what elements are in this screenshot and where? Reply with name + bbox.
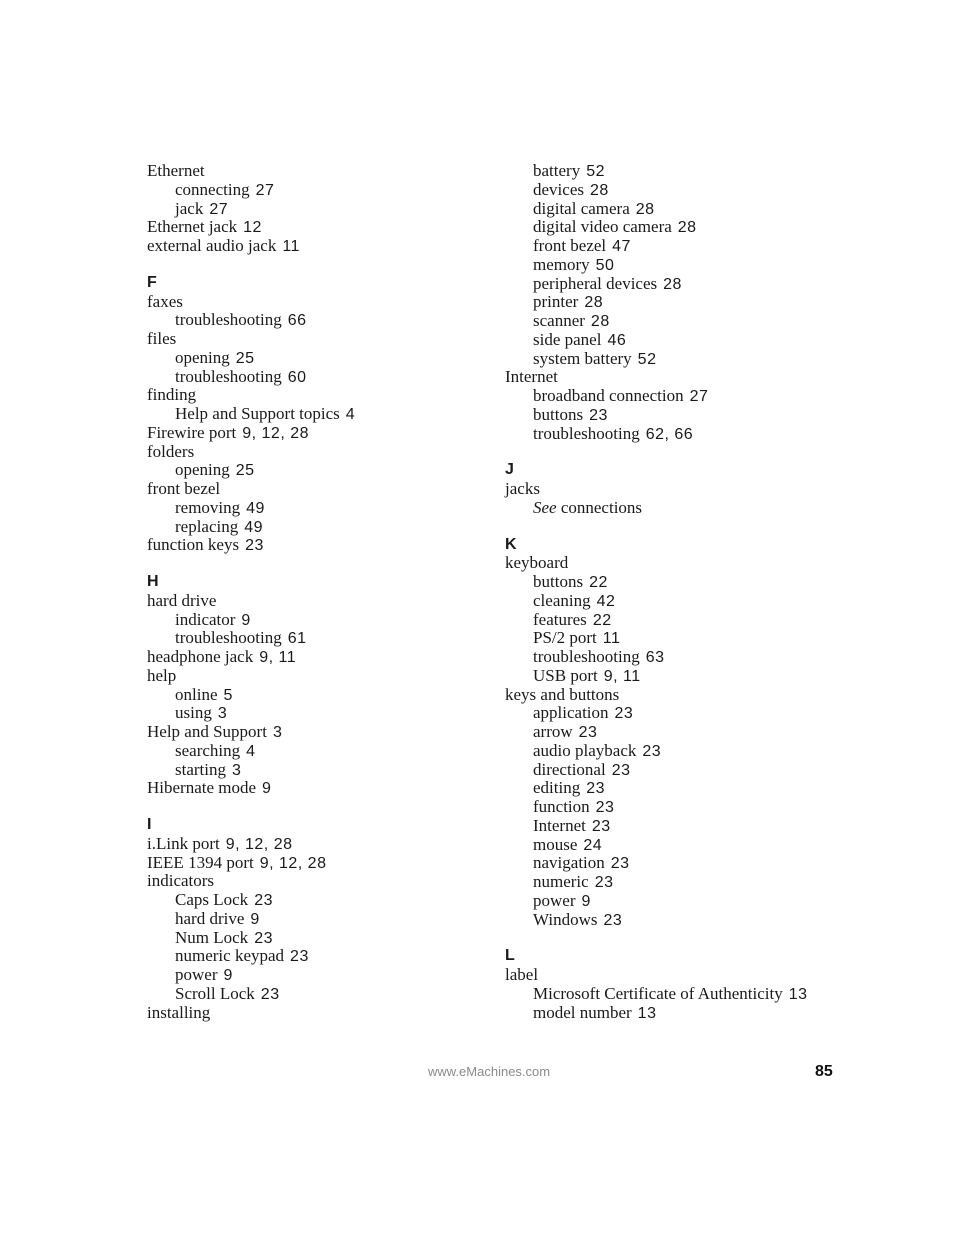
index-term: broadband connection [533,386,684,405]
index-page-refs: 52 [586,163,605,180]
page-number: 85 [815,1063,833,1080]
index-entry [147,293,487,312]
index-letter-heading: J [505,461,514,479]
index-page-refs: 47 [612,238,631,255]
index-subentry [147,405,487,424]
index-term: IEEE 1394 port [147,852,254,872]
index-page-refs: 28 [677,219,697,237]
index-term: online [175,684,218,704]
index-page-refs: 23 [610,855,630,873]
index-term: navigation [533,853,605,873]
index-page-refs: 60 [287,368,307,386]
index-subentry [505,499,845,518]
index-term: troubleshooting [533,647,640,666]
index-page-refs: 50 [595,256,615,274]
see-reference-label: See [533,497,557,517]
index-page-refs: 9, 12, 28 [259,854,327,872]
index-subentry [505,425,845,444]
index-subentry [147,966,487,985]
index-page-refs: 66 [287,312,307,330]
index-page-refs: 27 [689,388,709,405]
index-column-left [147,162,487,1022]
index-term: Num Lock [175,927,249,947]
index-page-refs: 9 [241,611,251,629]
index-term: model number [533,1002,632,1022]
index-subentry [147,910,487,929]
index-page-refs: 23 [589,406,608,424]
index-term: keys and buttons [505,684,620,704]
index-subentry [505,817,845,836]
index-subentry [147,181,487,200]
index-term: finding [147,385,197,405]
index-page-refs: 3 [232,761,242,779]
index-subentry [147,947,487,966]
index-term: peripheral devices [533,273,658,293]
index-term: audio playback [533,740,637,760]
index-subentry [505,629,845,648]
index-term: buttons [533,572,584,591]
index-subentry [147,368,487,387]
index-term: installing [147,1002,211,1022]
index-entry [147,667,487,686]
index-entry [505,966,845,985]
index-page-refs: 46 [607,331,627,349]
index-term: PS/2 port [533,628,597,648]
index-entry [147,386,487,405]
index-page-refs: 9 [223,967,233,984]
index-term: editing [533,778,581,798]
index-term: side panel [533,329,602,349]
index-term: digital camera [533,198,630,218]
index-entry [147,237,487,256]
index-term: buttons [533,404,584,424]
index-subentry [147,985,487,1004]
index-subentry [505,162,845,181]
index-term: Ethernet jack [147,217,238,237]
index-page-refs: 23 [290,948,309,966]
index-term: power [533,890,576,910]
index-subentry [147,611,487,630]
index-page-refs: 62, 66 [645,425,694,443]
index-subentry [505,331,845,350]
index-term: numeric [533,872,589,891]
index-subentry [505,648,845,667]
index-subentry [147,929,487,948]
index-page-refs: 25 [235,349,255,367]
index-term: Firewire port [147,422,237,442]
index-term: opening [175,347,230,367]
index-term: hard drive [175,908,245,928]
index-page-refs: 4 [345,406,356,423]
index-subentry [147,891,487,910]
index-term: Microsoft Certificate of Authenticity [533,983,783,1003]
index-term: troubleshooting [175,628,282,648]
index-subentry [505,387,845,406]
index-page-refs: 27 [209,200,229,218]
index-entry [147,480,487,499]
index-page-refs: 9, 11 [603,667,641,685]
index-subentry [505,798,845,817]
index-entry [147,218,487,237]
index-page-refs: 9 [250,910,260,928]
index-subentry [505,406,845,425]
index-term: printer [533,292,579,312]
index-term: connecting [175,179,250,199]
index-subentry [505,275,845,294]
index-subentry [505,723,845,742]
index-subentry [505,836,845,855]
index-subentry [505,611,845,630]
index-subentry [147,499,487,518]
index-entry [505,554,845,573]
index-entry [147,536,487,555]
index-page-refs: 28 [584,294,604,312]
index-term: cleaning [533,590,591,610]
index-page-refs: 13 [788,985,808,1003]
index-page-refs: 23 [254,892,273,909]
index-subentry [505,892,845,911]
index-subentry [505,761,845,780]
index-term: function keys [147,535,240,555]
index-term: hard drive [147,590,217,610]
index-term: Windows [533,909,598,929]
index-page-refs: 28 [663,275,682,293]
index-page-refs: 23 [578,724,598,741]
index-entry [147,162,487,181]
index-term: Ethernet [147,161,205,180]
index-page-refs: 23 [586,780,606,798]
index-term: system battery [533,348,632,368]
index-page-refs: 23 [614,705,634,723]
index-term: opening [175,460,230,480]
index-page-refs: 23 [254,929,273,947]
index-page-refs: 23 [603,911,623,929]
index-term: features [533,609,587,629]
index-letter-heading: F [147,273,157,291]
index-subentry [147,629,487,648]
index-entry [147,872,487,891]
index-term: digital video camera [533,217,672,237]
index-term: jacks [505,479,540,498]
index-page-refs: 42 [596,592,616,610]
index-term: Internet [505,367,558,387]
index-page-refs: 23 [611,761,631,779]
index-term: keyboard [505,553,569,573]
index-term: scanner [533,311,585,330]
index-subentry [505,873,845,892]
index-term: indicator [175,609,236,629]
index-page-refs: 28 [589,181,609,199]
index-subentry [505,704,845,723]
index-term: replacing [175,516,239,536]
index-subentry [147,761,487,780]
index-page-refs: 9 [581,892,591,910]
index-term: using [175,703,212,723]
index-subentry [505,985,845,1004]
index-page-refs: 23 [260,985,280,1003]
index-page-refs: 9, 12, 28 [242,424,310,442]
index-letter-heading: H [147,573,159,590]
index-term: troubleshooting [175,366,282,386]
index-page-refs: 25 [235,462,255,480]
index-term: Internet [533,815,586,835]
index-subentry [505,1004,845,1023]
index-entry [147,443,487,462]
index-page-refs: 28 [635,200,655,218]
index-term: directional [533,759,606,779]
index-term: jack [175,198,204,218]
index-subentry [147,686,487,705]
index-page-refs: 9 [262,780,272,798]
index-subentry [147,704,487,723]
index-page-refs: 28 [590,313,610,330]
index-subentry [505,237,845,256]
index-entry [505,686,845,705]
index-term: troubleshooting [175,310,282,330]
index-term: memory [533,254,590,274]
index-subentry [505,200,845,219]
index-term: removing [175,497,241,517]
index-page-refs: 61 [287,630,307,648]
index-term: i.Link port [147,833,220,853]
index-subentry [147,311,487,330]
index-page-refs: 4 [246,742,256,760]
index-page-refs: 12 [243,219,262,237]
index-page-refs: 3 [272,724,283,741]
index-entry [147,330,487,349]
index-term: connections [560,497,643,517]
index-subentry [505,667,845,686]
index-term: USB port [533,665,598,685]
index-subentry [147,742,487,761]
index-entry [147,779,487,798]
index-page-refs: 13 [637,1004,657,1022]
index-subentry [505,293,845,312]
index-subentry [505,350,845,369]
index-column-right [505,162,845,1022]
index-subentry [505,592,845,611]
index-page-refs: 23 [594,874,614,891]
index-term: starting [175,759,226,779]
index-subentry [147,518,487,537]
index-subentry [505,854,845,873]
index-term: battery [533,161,581,180]
index-term: devices [533,179,584,199]
index-page-refs: 52 [637,350,657,368]
index-subentry [505,181,845,200]
index-term: power [175,965,218,984]
index-term: front bezel [533,236,607,255]
index-subentry [505,573,845,592]
index-term: external audio jack [147,236,277,255]
index-entry [147,1004,487,1023]
index-page-refs: 9, 12, 28 [225,835,293,853]
index-page-refs: 49 [246,499,265,517]
index-subentry [147,200,487,219]
index-term: help [147,665,177,685]
index-page-refs: 11 [282,238,300,255]
index-page-refs: 23 [595,799,615,816]
index-subentry [505,256,845,275]
index-letter-heading: K [505,535,517,553]
index-term: searching [175,740,241,760]
index-term: headphone jack [147,647,254,666]
index-entry [505,368,845,387]
index-term: numeric keypad [175,946,285,966]
index-subentry [505,779,845,798]
index-entry [147,424,487,443]
index-subentry [505,218,845,237]
index-subentry [147,461,487,480]
index-term: indicators [147,871,215,891]
index-subentry [505,312,845,331]
index-term: Scroll Lock [175,983,255,1003]
index-page-refs: 23 [245,537,264,555]
index-page-refs: 23 [642,742,662,760]
index-entry [147,854,487,873]
footer-url: www.eMachines.com [428,1064,551,1079]
index-letter-heading: I [147,816,152,833]
index-subentry [505,911,845,930]
index-term: Help and Support [147,722,267,741]
index-term: application [533,703,609,723]
index-term: arrow [533,722,573,741]
index-page-refs: 5 [223,686,233,704]
index-entry [147,648,487,667]
index-subentry [147,349,487,368]
index-page-refs: 11 [602,630,621,648]
index-page-refs: 22 [592,611,612,629]
index-term: function [533,797,590,816]
index-term: folders [147,441,195,461]
index-page-refs: 23 [591,817,611,835]
index-letter-heading: L [505,947,515,965]
index-page-refs: 63 [645,649,665,666]
index-term: front bezel [147,479,221,498]
index-term: troubleshooting [533,423,640,443]
index-entry [147,835,487,854]
index-entry [505,480,845,499]
index-term: faxes [147,291,183,311]
index-entry [147,592,487,611]
index-term: Caps Lock [175,890,249,909]
index-subentry [505,742,845,761]
index-term: label [505,965,539,984]
index-term: files [147,329,177,348]
index-page-refs: 24 [583,836,603,854]
index-page-refs: 27 [255,181,275,199]
index-page-refs: 49 [244,518,264,536]
index-page-refs: 9, 11 [259,649,297,666]
index-term: Help and Support topics [175,404,340,423]
index-entry [147,723,487,742]
index-term: Hibernate mode [147,778,257,798]
index-term: mouse [533,834,578,854]
index-page-refs: 3 [217,705,228,723]
index-page-refs: 22 [589,574,608,591]
